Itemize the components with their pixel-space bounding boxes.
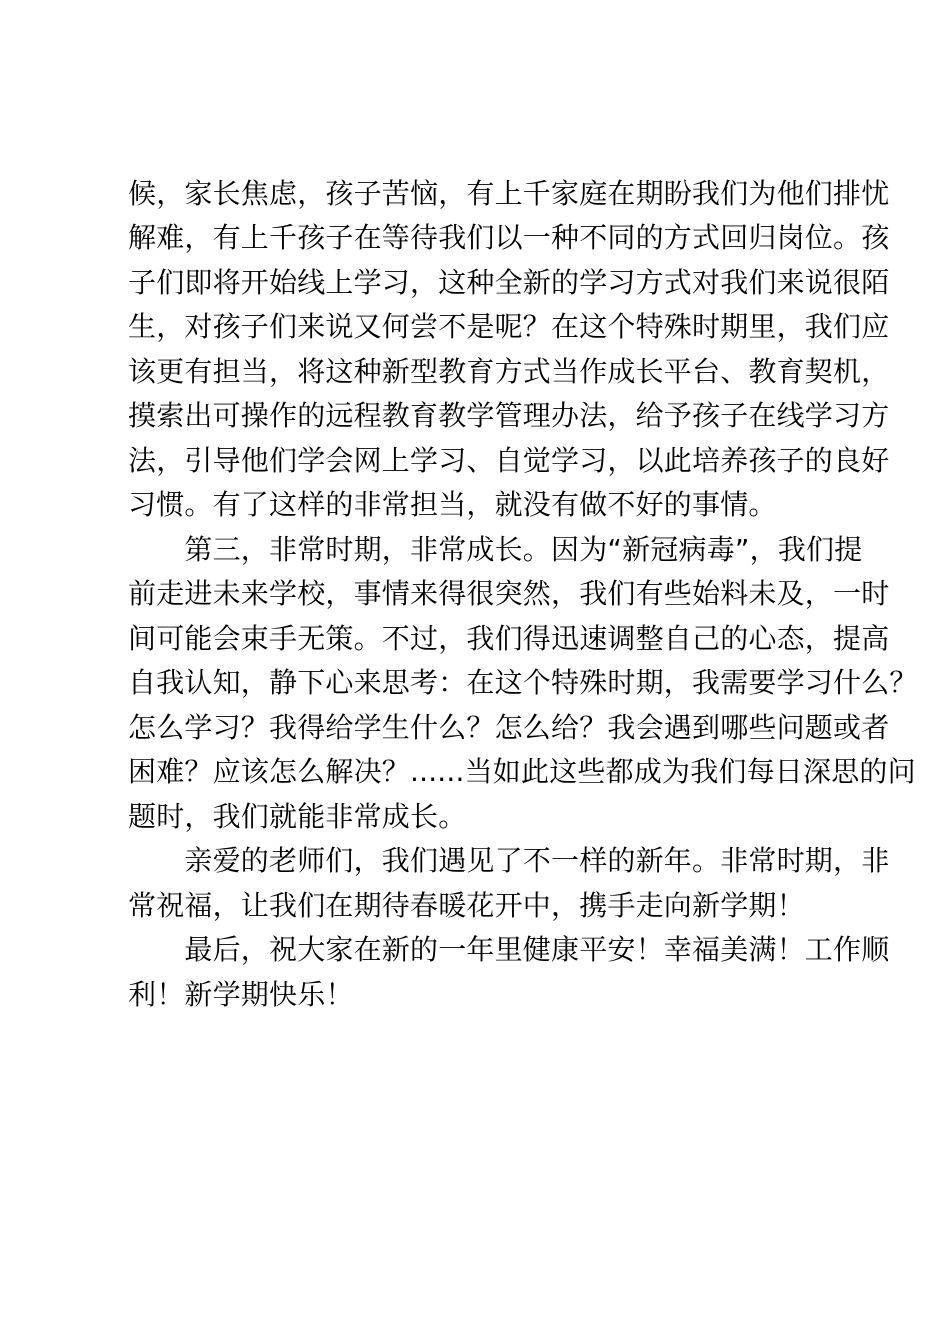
paragraph-start-line: 亲爱的老师们，我们遇见了不一样的新年。非常时期，非 bbox=[128, 844, 890, 877]
text-line: 摸索出可操作的远程教育教学管理办法，给予孩子在线学习方 bbox=[128, 399, 890, 432]
text-line: 前走进未来学校，事情来得很突然，我们有些始料未及，一时 bbox=[128, 577, 890, 610]
text-line: 困难？应该怎么解决？......当如此这些都成为我们每日深思的问 bbox=[128, 755, 916, 788]
text-line: 怎么学习？我得给学生什么？怎么给？我会遇到哪些问题或者 bbox=[128, 711, 890, 744]
text-line: 该更有担当，将这种新型教育方式当作成长平台、教育契机， bbox=[128, 355, 890, 388]
paragraph-start-line: 第三，非常时期，非常成长。因为“新冠病毒”，我们提 bbox=[128, 533, 863, 566]
text-line: 常祝福，让我们在期待春暖花开中，携手走向新学期！ bbox=[128, 889, 805, 922]
paragraph-start-line: 最后，祝大家在新的一年里健康平安！幸福美满！工作顺 bbox=[128, 933, 890, 966]
text-line: 候，家长焦虑，孩子苦恼，有上千家庭在期盼我们为他们排忧 bbox=[128, 177, 890, 210]
text-line: 自我认知，静下心来思考：在这个特殊时期，我需要学习什么？ bbox=[128, 666, 918, 699]
text-line: 间可能会束手无策。不过，我们得迅速调整自己的心态，提高 bbox=[128, 622, 890, 655]
text-line: 法，引导他们学会网上学习、自觉学习，以此培养孩子的良好 bbox=[128, 444, 890, 477]
text-line: 子们即将开始线上学习，这种全新的学习方式对我们来说很陌 bbox=[128, 266, 890, 299]
text-line: 习惯。有了这样的非常担当，就没有做不好的事情。 bbox=[128, 488, 777, 521]
text-line: 题时，我们就能非常成长。 bbox=[128, 800, 467, 833]
text-line: 利！新学期快乐！ bbox=[128, 978, 354, 1011]
text-line: 解难，有上千孩子在等待我们以一种不同的方式回归岗位。孩 bbox=[128, 221, 890, 254]
text-line: 生，对孩子们来说又何尝不是呢？在这个特殊时期里，我们应 bbox=[128, 310, 890, 343]
